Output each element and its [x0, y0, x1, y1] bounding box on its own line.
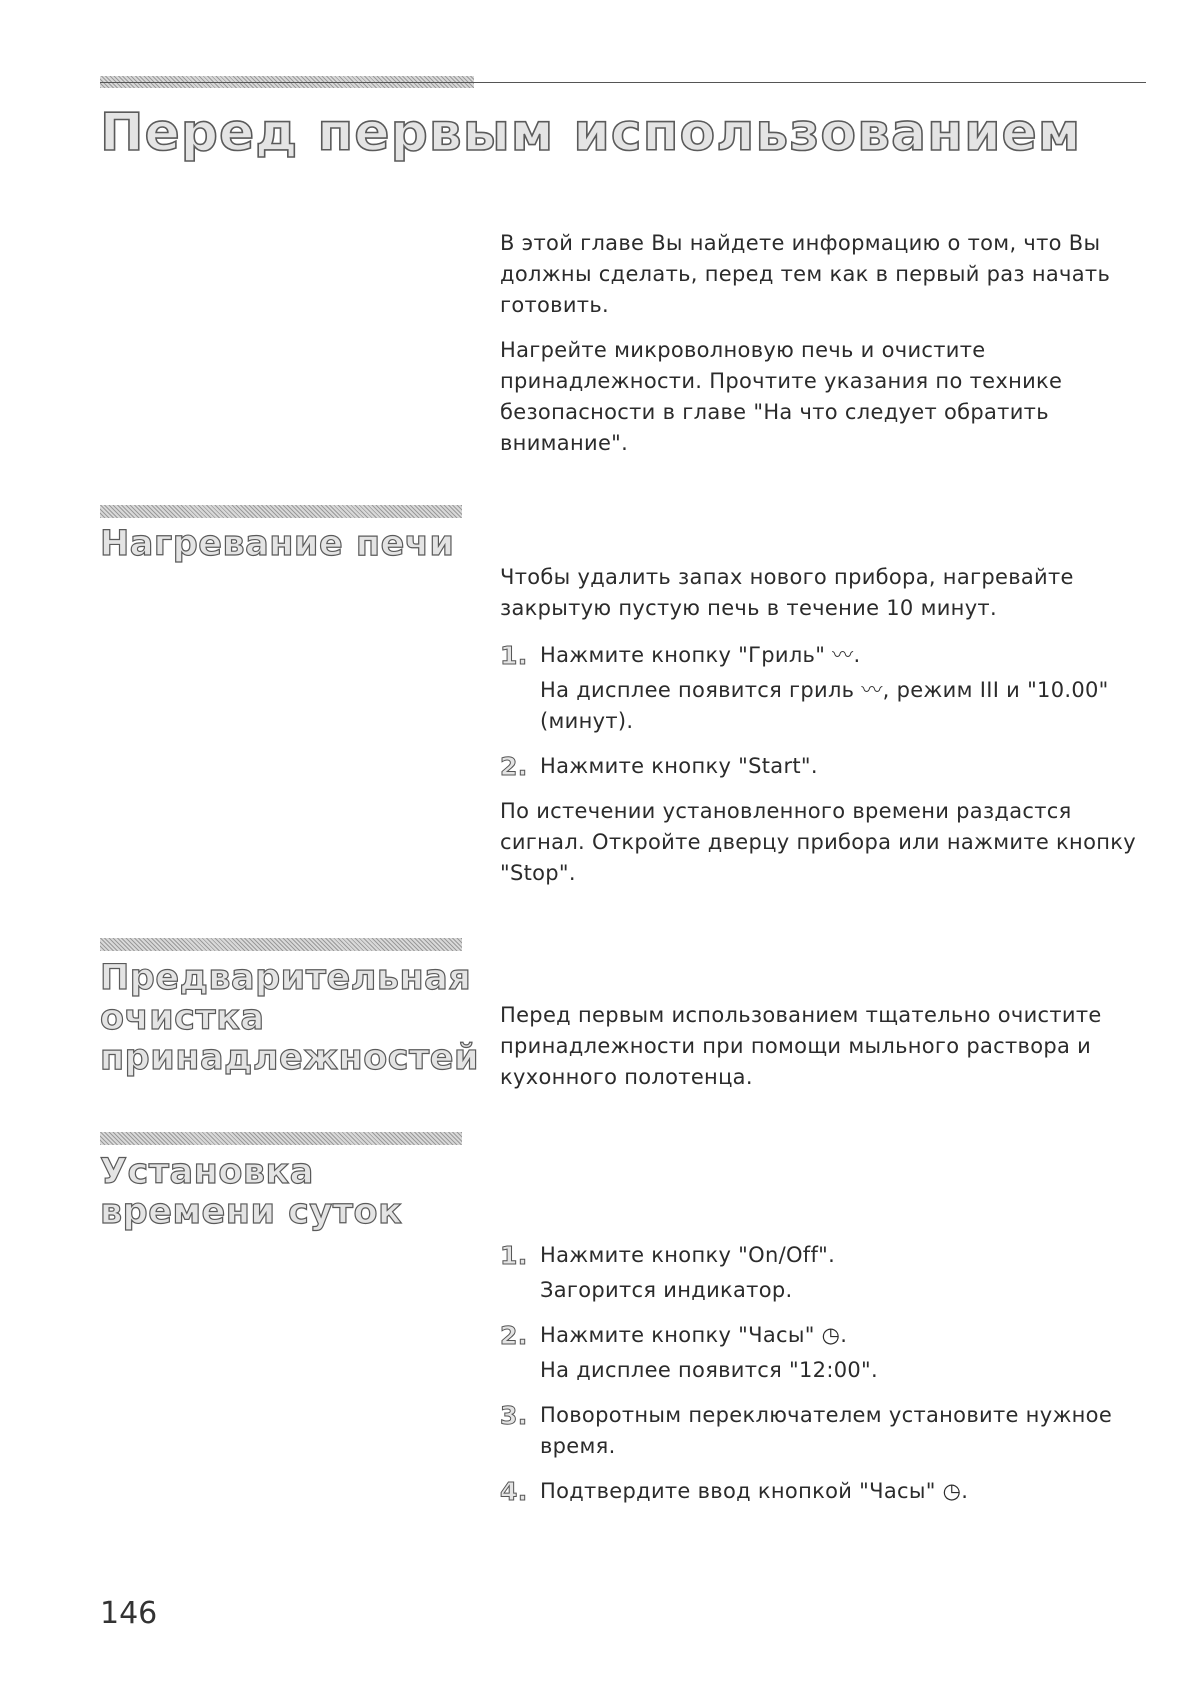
- cleaning-hatch-bar: [100, 938, 462, 951]
- heating-step-2: [500, 751, 1160, 782]
- step-subtext: На дисплее появится гриль 〰, режим III и "10.00" (минут).: [540, 678, 1109, 733]
- step-number: 1.: [500, 641, 528, 670]
- step-text: Нажмите кнопку "On/Off".: [540, 1243, 836, 1267]
- title-rule: [100, 82, 1146, 83]
- clock-step-2: [500, 1320, 1160, 1386]
- step-number: 2.: [500, 752, 528, 781]
- intro-paragraph-2: Нагрейте микроволновую печь и очистите принадлежности. Прочтите указания по технике безопасности в главе "На что следует обратить внимание".: [500, 338, 1063, 455]
- heating-heading: Нагревание печи: [100, 524, 455, 564]
- step-text: Поворотным переключателем установите нужное время.: [540, 1403, 1113, 1458]
- cleaning-heading: Предварительная очистка принадлежностей: [100, 958, 480, 1078]
- step-subtext: Загорится индикатор.: [540, 1278, 793, 1302]
- step-number: 2.: [500, 1321, 528, 1350]
- step-subtext: На дисплее появится "12:00".: [540, 1358, 878, 1382]
- clock-section: [500, 1240, 1160, 1507]
- cleaning-text: Перед первым использованием тщательно очистите принадлежности при помощи мыльного раствора и кухонного полотенца.: [500, 1003, 1102, 1089]
- step-number: 3.: [500, 1401, 528, 1430]
- cleaning-section: [500, 1000, 1160, 1093]
- heating-step-1: [500, 640, 1160, 737]
- step-number: 1.: [500, 1241, 528, 1270]
- page-number: 146: [100, 1596, 158, 1631]
- step-text: Нажмите кнопку "Start".: [540, 754, 818, 778]
- intro-section: [500, 228, 1160, 459]
- clock-step-4: [500, 1476, 1160, 1507]
- heating-section: [500, 562, 1160, 889]
- intro-paragraph-1: В этой главе Вы найдете информацию о том, что Вы должны сделать, перед тем как в первый раз начать готовить.: [500, 231, 1111, 317]
- step-text: Подтвердите ввод кнопкой "Часы" ◷.: [540, 1479, 969, 1503]
- heating-hatch-bar: [100, 505, 462, 518]
- clock-heading: Установка времени суток: [100, 1152, 403, 1232]
- step-text: Нажмите кнопку "Часы" ◷.: [540, 1323, 848, 1347]
- clock-step-1: [500, 1240, 1160, 1306]
- step-text: Нажмите кнопку "Гриль" 〰.: [540, 643, 861, 667]
- clock-hatch-bar: [100, 1132, 462, 1145]
- heating-intro: Чтобы удалить запах нового прибора, нагревайте закрытую пустую печь в течение 10 минут.: [500, 565, 1074, 620]
- heating-outro: По истечении установленного времени раздастся сигнал. Откройте дверцу прибора или нажмите кнопку "Stop".: [500, 799, 1136, 885]
- step-number: 4.: [500, 1477, 528, 1506]
- clock-step-3: [500, 1400, 1160, 1462]
- page-title: Перед первым использованием: [100, 103, 1082, 163]
